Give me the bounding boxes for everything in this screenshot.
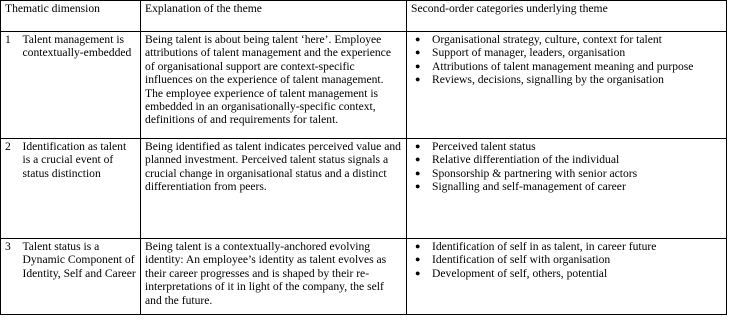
category-list [411,33,722,87]
bullet-icon: ● [415,241,421,251]
row-number: 1 [1,32,19,139]
category-text: Development of self, others, potential [432,266,608,280]
bullet-icon: ● [415,47,421,58]
list-item [411,33,722,46]
list-item [411,167,722,180]
list-item [411,140,722,153]
list-item [411,153,722,166]
list-item [411,46,722,59]
thematic-dimension-cell: Talent management is contextually-embedded [19,32,141,139]
bullet-icon: ● [415,254,421,265]
category-text: Identification of self with organisation [432,253,611,267]
table-row [1,239,727,315]
explanation-cell: Being talent is a contextually-anchored evolving identity: An employee’s identity as talent evolves as their career progresses and is shaped by their re-interpretations of it in light of the company, the self and the future. [141,239,407,315]
row-number: 3 [1,239,19,315]
table-row [1,32,727,139]
row-number: 2 [1,139,19,239]
categories-cell [407,139,727,239]
list-item [411,180,722,193]
category-text: Relative differentiation of the individual [432,153,620,167]
list-item [411,60,722,73]
bullet-icon: ● [415,34,421,44]
thematic-dimension-cell: Identification as talent is a crucial event of status distinction [19,139,141,239]
list-item [411,267,722,280]
list-item [411,240,722,253]
category-text: Signalling and self-management of career [432,180,626,194]
bullet-icon: ● [415,167,421,178]
category-text: Identification of self in as talent, in career future [432,240,657,253]
category-text: Support of manager, leaders, organisation [432,46,626,60]
bullet-icon: ● [415,60,421,71]
header-thematic-dimension: Thematic dimension [1,1,141,32]
category-text: Reviews, decisions, signalling by the organisation [432,73,664,87]
explanation-cell: Being talent is about being talent ‘here’. Employee attributions of talent management and the experience of organisational support are context-specific influences on the experience of talent management. The employee experience of talent management is embedded in an organisationally-specific context, definitions of and requirements for talent. [141,32,407,139]
bullet-icon: ● [415,74,421,85]
bullet-icon: ● [415,141,421,151]
header-categories: Second-order categories underlying theme [407,1,727,32]
bullet-icon: ● [415,267,421,278]
thematic-dimension-cell: Talent status is a Dynamic Component of Identity, Self and Career [19,239,141,315]
bullet-icon: ● [415,181,421,192]
explanation-cell: Being identified as talent indicates perceived value and planned investment. Perceived talent status signals a crucial change in organisational status and a distinct differentiation from peers. [141,139,407,239]
list-item [411,73,722,86]
category-text: Sponsorship & partnering with senior actors [432,166,638,180]
category-text: Attributions of talent management meaning and purpose [432,59,694,73]
category-list [411,240,722,280]
list-item [411,253,722,266]
bullet-icon: ● [415,154,421,165]
table-row [1,139,727,239]
category-text: Perceived talent status [432,140,536,153]
header-explanation: Explanation of the theme [141,1,407,32]
category-list [411,140,722,194]
categories-cell [407,239,727,315]
header-row [1,1,727,32]
category-text: Organisational strategy, culture, context for talent [432,33,662,46]
categories-cell [407,32,727,139]
